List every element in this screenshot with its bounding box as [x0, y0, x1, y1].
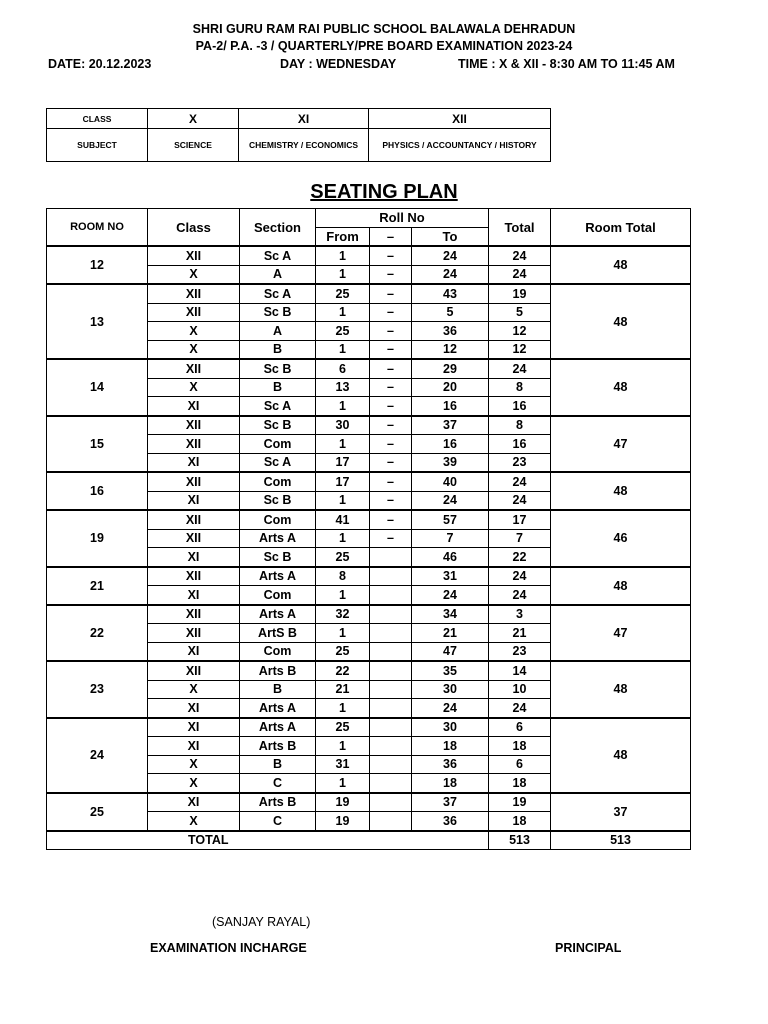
room-number: 22 — [47, 605, 148, 662]
row-class: XI — [148, 642, 240, 661]
subject-table — [46, 108, 551, 162]
row-total: 6 — [489, 755, 551, 774]
roll-to: 18 — [412, 774, 489, 793]
row-total: 24 — [489, 586, 551, 605]
class-x: X — [148, 109, 239, 129]
row-section: Sc A — [240, 284, 316, 303]
row-section: C — [240, 812, 316, 831]
row-section: Sc B — [240, 416, 316, 435]
row-section: B — [240, 755, 316, 774]
table-row — [47, 605, 691, 624]
row-section: Sc B — [240, 548, 316, 567]
header-room-no: ROOM NO — [47, 209, 148, 247]
grand-total-spacer — [370, 831, 489, 850]
row-total: 12 — [489, 322, 551, 341]
row-class: X — [148, 322, 240, 341]
roll-dash — [370, 548, 412, 567]
roll-dash — [370, 680, 412, 699]
principal-title: PRINCIPAL — [555, 941, 622, 955]
row-total: 19 — [489, 793, 551, 812]
roll-dash: – — [370, 472, 412, 491]
exam-date: DATE: 20.12.2023 — [48, 57, 152, 71]
header-from: From — [316, 227, 370, 246]
roll-to: 30 — [412, 718, 489, 737]
row-class: X — [148, 265, 240, 284]
row-section: Sc A — [240, 453, 316, 472]
row-section: Com — [240, 642, 316, 661]
roll-dash: – — [370, 435, 412, 454]
row-total: 24 — [489, 491, 551, 510]
row-total: 18 — [489, 774, 551, 793]
table-row — [47, 416, 691, 435]
row-section: Com — [240, 435, 316, 454]
row-total: 5 — [489, 303, 551, 322]
row-section: Arts A — [240, 605, 316, 624]
incharge-name: (SANJAY RAYAL) — [212, 915, 311, 929]
exam-title: PA-2/ P.A. -3 / QUARTERLY/PRE BOARD EXAMINATION 2023-24 — [195, 39, 573, 53]
roll-dash — [370, 755, 412, 774]
roll-from: 1 — [316, 246, 370, 265]
row-total: 24 — [489, 246, 551, 265]
roll-dash — [370, 737, 412, 756]
row-class: X — [148, 680, 240, 699]
class-label: CLASS — [47, 109, 148, 129]
roll-dash: – — [370, 510, 412, 529]
roll-dash: – — [370, 246, 412, 265]
row-section: Sc B — [240, 491, 316, 510]
roll-to: 7 — [412, 529, 489, 548]
room-number: 21 — [47, 567, 148, 605]
row-class: XII — [148, 359, 240, 378]
exam-time: TIME : X & XII - 8:30 AM TO 11:45 AM — [458, 57, 675, 71]
roll-to: 36 — [412, 322, 489, 341]
grand-total-label: TOTAL — [47, 831, 370, 850]
roll-from: 19 — [316, 812, 370, 831]
row-class: XI — [148, 453, 240, 472]
subject-label: SUBJECT — [47, 129, 148, 162]
row-total: 7 — [489, 529, 551, 548]
roll-to: 35 — [412, 661, 489, 680]
row-total: 8 — [489, 378, 551, 397]
roll-dash — [370, 605, 412, 624]
roll-from: 1 — [316, 699, 370, 718]
roll-to: 12 — [412, 340, 489, 359]
roll-from: 1 — [316, 303, 370, 322]
roll-from: 1 — [316, 774, 370, 793]
row-class: XII — [148, 416, 240, 435]
roll-dash: – — [370, 340, 412, 359]
row-section: ArtS B — [240, 624, 316, 643]
room-number: 25 — [47, 793, 148, 831]
row-total: 24 — [489, 699, 551, 718]
row-section: Arts A — [240, 529, 316, 548]
room-number: 19 — [47, 510, 148, 567]
row-total: 17 — [489, 510, 551, 529]
roll-to: 21 — [412, 624, 489, 643]
roll-to: 34 — [412, 605, 489, 624]
roll-dash: – — [370, 416, 412, 435]
roll-dash — [370, 812, 412, 831]
roll-dash: – — [370, 378, 412, 397]
header-to: To — [412, 227, 489, 246]
roll-to: 30 — [412, 680, 489, 699]
row-class: XII — [148, 284, 240, 303]
roll-to: 37 — [412, 793, 489, 812]
row-total: 24 — [489, 472, 551, 491]
roll-dash: – — [370, 322, 412, 341]
row-class: XII — [148, 246, 240, 265]
room-number: 12 — [47, 246, 148, 284]
row-section: A — [240, 322, 316, 341]
roll-dash: – — [370, 359, 412, 378]
header-total: Total — [489, 209, 551, 247]
row-total: 18 — [489, 812, 551, 831]
roll-from: 25 — [316, 718, 370, 737]
row-total: 8 — [489, 416, 551, 435]
roll-to: 57 — [412, 510, 489, 529]
table-row — [47, 284, 691, 303]
header-room-total: Room Total — [551, 209, 691, 247]
roll-to: 36 — [412, 755, 489, 774]
class-xi: XI — [239, 109, 369, 129]
roll-to: 40 — [412, 472, 489, 491]
class-xii: XII — [369, 109, 551, 129]
roll-to: 5 — [412, 303, 489, 322]
roll-from: 19 — [316, 793, 370, 812]
row-class: XI — [148, 548, 240, 567]
roll-from: 1 — [316, 624, 370, 643]
row-class: XI — [148, 397, 240, 416]
room-total: 47 — [551, 605, 691, 662]
roll-dash: – — [370, 397, 412, 416]
roll-to: 16 — [412, 397, 489, 416]
row-section: Arts B — [240, 661, 316, 680]
table-row — [47, 359, 691, 378]
header-dash: – — [370, 227, 412, 246]
room-total: 48 — [551, 661, 691, 718]
row-section: Arts B — [240, 737, 316, 756]
roll-from: 8 — [316, 567, 370, 586]
row-section: Com — [240, 510, 316, 529]
row-class: XI — [148, 491, 240, 510]
room-number: 16 — [47, 472, 148, 510]
roll-dash — [370, 586, 412, 605]
subject-xii: PHYSICS / ACCOUNTANCY / HISTORY — [369, 129, 551, 162]
row-section: Arts B — [240, 793, 316, 812]
roll-from: 17 — [316, 472, 370, 491]
room-total: 48 — [551, 472, 691, 510]
roll-from: 25 — [316, 284, 370, 303]
roll-from: 1 — [316, 397, 370, 416]
room-total: 48 — [551, 359, 691, 416]
roll-from: 1 — [316, 586, 370, 605]
row-class: XII — [148, 605, 240, 624]
row-total: 14 — [489, 661, 551, 680]
seating-plan-table — [46, 208, 691, 850]
row-total: 12 — [489, 340, 551, 359]
table-row — [47, 793, 691, 812]
roll-from: 1 — [316, 529, 370, 548]
row-total: 16 — [489, 435, 551, 454]
row-class: XI — [148, 586, 240, 605]
row-total: 10 — [489, 680, 551, 699]
row-class: X — [148, 340, 240, 359]
seating-plan-body — [47, 246, 691, 831]
row-section: C — [240, 774, 316, 793]
roll-to: 47 — [412, 642, 489, 661]
table-row — [47, 472, 691, 491]
row-section: Sc B — [240, 359, 316, 378]
roll-to: 16 — [412, 435, 489, 454]
roll-to: 18 — [412, 737, 489, 756]
roll-dash: – — [370, 491, 412, 510]
row-total: 24 — [489, 359, 551, 378]
subject-xi: CHEMISTRY / ECONOMICS — [239, 129, 369, 162]
row-section: Arts A — [240, 699, 316, 718]
row-total: 24 — [489, 265, 551, 284]
row-class: XI — [148, 793, 240, 812]
row-class: XII — [148, 661, 240, 680]
row-class: XI — [148, 718, 240, 737]
roll-to: 24 — [412, 586, 489, 605]
room-total: 48 — [551, 246, 691, 284]
roll-dash: – — [370, 303, 412, 322]
row-class: XI — [148, 699, 240, 718]
roll-to: 46 — [412, 548, 489, 567]
roll-dash: – — [370, 529, 412, 548]
roll-to: 20 — [412, 378, 489, 397]
row-total: 23 — [489, 453, 551, 472]
row-class: XI — [148, 737, 240, 756]
roll-from: 21 — [316, 680, 370, 699]
roll-from: 30 — [316, 416, 370, 435]
roll-dash: – — [370, 284, 412, 303]
row-total: 21 — [489, 624, 551, 643]
table-row — [47, 567, 691, 586]
subject-x: SCIENCE — [148, 129, 239, 162]
table-row — [47, 661, 691, 680]
roll-from: 32 — [316, 605, 370, 624]
room-number: 23 — [47, 661, 148, 718]
roll-from: 17 — [316, 453, 370, 472]
row-class: XII — [148, 472, 240, 491]
row-section: A — [240, 265, 316, 284]
header-class: Class — [148, 209, 240, 247]
roll-to: 24 — [412, 491, 489, 510]
school-name: SHRI GURU RAM RAI PUBLIC SCHOOL BALAWALA DEHRADUN — [192, 22, 576, 36]
roll-dash — [370, 642, 412, 661]
roll-dash — [370, 661, 412, 680]
row-total: 24 — [489, 567, 551, 586]
table-row — [47, 510, 691, 529]
roll-from: 1 — [316, 265, 370, 284]
row-class: X — [148, 774, 240, 793]
roll-from: 31 — [316, 755, 370, 774]
grand-room-total: 513 — [551, 831, 691, 850]
room-total: 46 — [551, 510, 691, 567]
header-roll-no: Roll No — [316, 209, 489, 228]
row-class: XII — [148, 567, 240, 586]
row-class: XII — [148, 435, 240, 454]
row-section: Arts A — [240, 567, 316, 586]
room-total: 48 — [551, 718, 691, 793]
header-section: Section — [240, 209, 316, 247]
row-class: X — [148, 755, 240, 774]
roll-from: 1 — [316, 737, 370, 756]
room-number: 13 — [47, 284, 148, 359]
room-number: 15 — [47, 416, 148, 473]
roll-to: 31 — [412, 567, 489, 586]
roll-from: 41 — [316, 510, 370, 529]
roll-from: 1 — [316, 340, 370, 359]
room-number: 14 — [47, 359, 148, 416]
row-section: Sc A — [240, 397, 316, 416]
roll-from: 25 — [316, 642, 370, 661]
row-section: Sc B — [240, 303, 316, 322]
table-row — [47, 718, 691, 737]
row-section: Sc A — [240, 246, 316, 265]
row-class: XII — [148, 303, 240, 322]
roll-to: 24 — [412, 699, 489, 718]
roll-dash — [370, 718, 412, 737]
grand-total: 513 — [489, 831, 551, 850]
row-class: XII — [148, 510, 240, 529]
room-total: 47 — [551, 416, 691, 473]
row-class: X — [148, 378, 240, 397]
row-class: XII — [148, 624, 240, 643]
roll-from: 25 — [316, 322, 370, 341]
row-class: X — [148, 812, 240, 831]
roll-dash — [370, 793, 412, 812]
roll-to: 36 — [412, 812, 489, 831]
roll-from: 1 — [316, 435, 370, 454]
roll-dash — [370, 624, 412, 643]
roll-from: 6 — [316, 359, 370, 378]
row-total: 16 — [489, 397, 551, 416]
roll-dash — [370, 699, 412, 718]
row-total: 18 — [489, 737, 551, 756]
row-total: 6 — [489, 718, 551, 737]
roll-dash: – — [370, 453, 412, 472]
room-number: 24 — [47, 718, 148, 793]
incharge-title: EXAMINATION INCHARGE — [150, 941, 307, 955]
seating-plan-title: SEATING PLAN — [310, 181, 458, 203]
row-section: B — [240, 378, 316, 397]
roll-to: 29 — [412, 359, 489, 378]
row-section: Com — [240, 586, 316, 605]
roll-to: 39 — [412, 453, 489, 472]
row-total: 22 — [489, 548, 551, 567]
row-section: Com — [240, 472, 316, 491]
room-total: 48 — [551, 284, 691, 359]
row-class: XII — [148, 529, 240, 548]
roll-to: 24 — [412, 265, 489, 284]
roll-from: 22 — [316, 661, 370, 680]
row-total: 19 — [489, 284, 551, 303]
row-section: Arts A — [240, 718, 316, 737]
row-total: 23 — [489, 642, 551, 661]
room-total: 37 — [551, 793, 691, 831]
roll-to: 37 — [412, 416, 489, 435]
row-total: 3 — [489, 605, 551, 624]
room-total: 48 — [551, 567, 691, 605]
roll-dash — [370, 567, 412, 586]
roll-from: 25 — [316, 548, 370, 567]
exam-day: DAY : WEDNESDAY — [280, 57, 397, 71]
row-section: B — [240, 680, 316, 699]
roll-from: 13 — [316, 378, 370, 397]
roll-to: 24 — [412, 246, 489, 265]
roll-dash: – — [370, 265, 412, 284]
roll-from: 1 — [316, 491, 370, 510]
table-row — [47, 246, 691, 265]
row-section: B — [240, 340, 316, 359]
roll-to: 43 — [412, 284, 489, 303]
roll-dash — [370, 774, 412, 793]
